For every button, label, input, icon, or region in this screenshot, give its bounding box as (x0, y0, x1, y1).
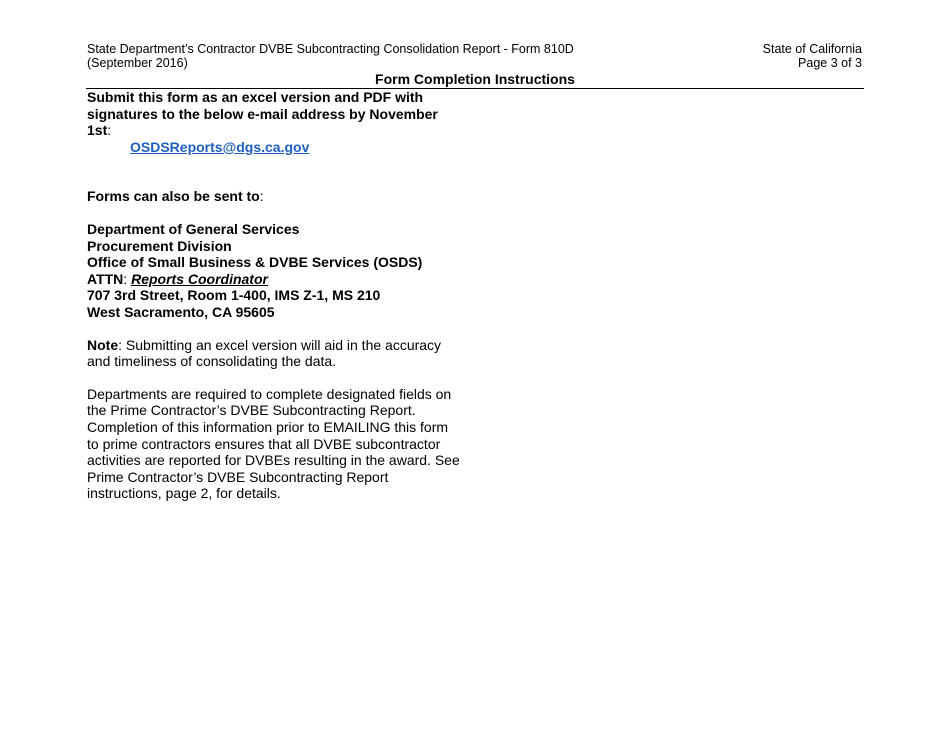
instructions-body (87, 89, 462, 502)
attn-label: ATTN (87, 270, 124, 287)
page-number: Page 3 of 3 (798, 56, 862, 70)
section-title: Form Completion Instructions (375, 71, 575, 87)
attn-colon: : (123, 270, 132, 287)
form-revision-date: (September 2016) (87, 56, 188, 70)
submit-colon: : (107, 122, 112, 139)
departments-paragraph: Departments are required to complete designated fields on the Prime Contractor’s DVBE Subcontracting Report. Completion of this information prior to EMAILING this form to prime contractors ensures that all DVBE subcontractor activities are reported for DVBEs resulting in the award. See Prime Contractor’s DVBE Subcontracting Report instructions, page 2, for details. (87, 385, 460, 502)
also-sent-paragraph (87, 188, 462, 205)
also-sent-colon: : (259, 188, 264, 205)
page-header-right (763, 42, 862, 70)
address-attn (87, 271, 462, 288)
address-line-2: Procurement Division (87, 237, 232, 254)
form-header (87, 42, 574, 70)
submit-text: Submit this form as an excel version and PDF with signatures to the below e-mail address by November 1st (87, 89, 438, 139)
attn-name: Reports Coordinator (131, 270, 268, 287)
email-row (87, 139, 462, 156)
state-label: State of California (762, 42, 862, 56)
submit-instruction (87, 89, 462, 139)
note-text: : Submitting an excel version will aid in the accuracy and timeliness of consolidating the data. (87, 336, 442, 370)
address-line-3: Office of Small Business & DVBE Services (OSDS) (87, 254, 423, 271)
address-line-6: West Sacramento, CA 95605 (87, 303, 275, 320)
note-label: Note (87, 336, 119, 353)
note-paragraph (87, 337, 462, 370)
also-sent-label: Forms can also be sent to (87, 188, 260, 205)
mailing-address (87, 221, 462, 321)
form-title: State Department’s Contractor DVBE Subcontracting Consolidation Report - Form 810D (87, 42, 574, 56)
address-line-1: Department of General Services (87, 220, 300, 237)
email-link[interactable]: OSDSReports@dgs.ca.gov (130, 138, 310, 155)
address-line-5: 707 3rd Street, Room 1-400, IMS Z-1, MS 210 (87, 287, 381, 304)
